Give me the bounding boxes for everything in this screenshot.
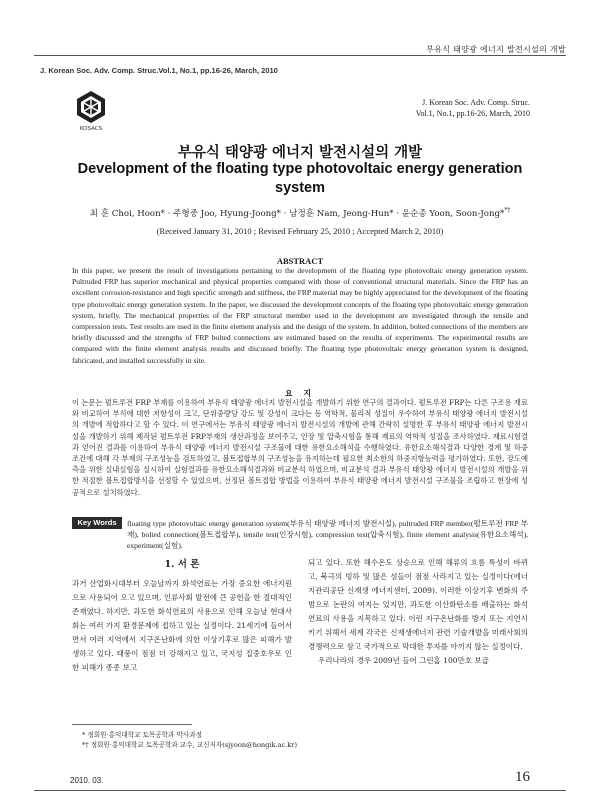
author-4: 윤순종 Yoon, Soon-Jong* <box>401 209 505 219</box>
footnote-rule <box>72 724 192 725</box>
abstract-heading: ABSTRACT <box>276 256 324 266</box>
author-2: 주형중 Joo, Hyung-Joong* <box>173 209 281 219</box>
issue-date: 2010. 03. <box>70 776 104 785</box>
body-column-left: 과거 산업화시대부터 오늘날까지 화석연료는 가장 중요한 에너지원으로 사용되어 오고 있으며, 인류사회 발전에 큰 공헌을 한 절대적인 존재였다. 하지만, 과도한 화석연료의 사용으로 인해 오늘날 현대사회는 여러 가지 환경문제에 접하고 있는 실정이다. 21세기에 들어서면서 여러 지역에서 지구온난화에 의한 이상기후로 많은 피해가 발생하고 있다. 태풍이 점점 더 강해지고 있고, 국지성 집중호우로 인한 피해가 종종 보고 <box>72 579 292 672</box>
running-head: 부유식 태양광 에너지 발전시설의 개발 <box>426 45 566 54</box>
author-4-mark: *† <box>504 207 511 215</box>
right-paragraph-2: 우리나라의 경우 2009년 들어 그린홈 100만호 보급 <box>318 656 489 665</box>
title-korean: 부유식 태양광 에너지 발전시설의 개발 <box>177 145 423 161</box>
author-1: 최 훈 Choi, Hoon* <box>89 209 165 219</box>
abstract-body: In this paper, we present the result of investigations pertaining to the development of the floating type photovoltaic energy generation system. Pultruded FRP has superior mechanical and physical properties compared with those of conventional structural materials. Since the FRP has an excellent corrosion-resistance and high specific strength and stiffness, the FRP material may be highly appreciated for the development of the floating type photovoltaic energy generation system. In the paper, we discussed the development concepts of the floating type photovoltaic energy generation system, briefly. The mechanical properties of the FRP structural member used in the development are investigated through the tensile and compression tests. Test results are used in the finite element analysis and the design of the system. In addition, bolted connections of the members are briefly discussed and the strengths of FRP bolted connections are estimated based on the results of experiments. The experimental results are compared with the finite element analysis results and discussed briefly. The floating type photovoltaic energy generation system is designed, fabricated, and installed successfully in site. <box>72 266 528 365</box>
right-paragraph-1: 되고 있다. 또한 해수온도 상승으로 인해 해류의 흐름 특성이 바뀌고, 북극의 빙하 및 많은 섬들이 점점 사라지고 있는 실정이다(에너지관리공단 신재생 에너지센터, 2009). 이러한 이상기후 변화의 주범으로 논란의 여지는 있지만, 과도한 이산화탄소를 배출하는 화석연료의 사용을 지목하고 있다. 이런 지구온난화를 방지 또는 지연시키기 위해서 세계 각국은 신재생에너지 관련 기술개발을 미래사회의 경쟁력으로 삼고 국가적으로 막대한 투자를 아끼지 않는 실정이다. <box>308 558 528 651</box>
received-dates: (Received January 31, 2010 ; Revised February 25, 2010 ; Accepted March 2, 2010) <box>156 226 444 236</box>
citation-block <box>416 97 530 119</box>
body-column-right <box>308 556 528 668</box>
korean-abstract-heading: 요 지 <box>284 388 316 398</box>
citation-line-2: Vol.1, No.1, pp.16-26, March, 2010 <box>415 109 530 118</box>
page-number: 16 <box>515 769 530 785</box>
section-heading-introduction: 1. 서 론 <box>164 559 200 570</box>
footnotes <box>82 730 297 750</box>
author-3: 남정훈 Nam, Jeong-Hun* <box>289 209 394 219</box>
keywords-label: Key Words <box>72 517 122 529</box>
title-english: Development of the floating type photovoltaic energy generation system <box>77 161 523 196</box>
kosacs-logo-icon <box>74 90 108 124</box>
bottom-rule <box>34 790 566 791</box>
author-separator: · <box>164 209 174 219</box>
footnote-2: *† 정회원·홍익대학교 토목공학과 교수, 교신저자(sjyoon@hongik.ac.kr) <box>82 741 298 749</box>
author-separator: · <box>280 209 290 219</box>
author-separator: · <box>393 209 402 219</box>
korean-abstract-body: 이 논문는 펄트루전 FRP 부재를 이용하여 부유식 태양광 에너지 발전시설을 개발하기 위한 연구의 결과이다. 펄트루전 FRP는 다른 구조용 재료와 비교하여 부식에 대한 저항성이 크고, 단위중량당 강도 및 강성이 크다는 등 역학적, 물리적 성질이 우수하여 부유식 태양광 에너지 발전시설의 개발에 적합하다고 할 수 있다. 이 연구에서는 부유식 태양광 에너지 발전시설의 개발에 관해 간략히 설명한 후 부유식 태양광 에너지 발전시설을 개발하기 위해 제작된 펄트루전 FRP부재의 생산과정을 보여주고, 인장 및 압축시험을 통해 재료의 역학적 성질을 조사하였다. 재료시험결과 얻어진 결과를 이용하여 부유식 태양광 에너지 발전시설 구조물에 대한 유한요소해석을 수행하였다. 유한요소해석결과 다양한 경계 및 하중 조건에 대해 각 부재의 구조성능을 검토하였고, 볼트접합부의 구조성능을 유지하는데 필요한 최소한의 하중지항능력을 평가하였다. 또한, 강도예측을 위한 실내실험을 실시하여 실험결과를 유한요소해석결과와 비교분석 하였으며, 비교분석 결과 부유식 태양광 에너지 발전시설의 개발을 위한 적절한 볼트접합방식을 선정할 수 있었으며, 선정된 볼트접합 방법을 이용하여 부유식 태양광 에너지 발전시설 구조물을 조립하고 현장에 성공적으로 설치하였다. <box>72 398 528 497</box>
footnote-1: * 정회원·홍익대학교 토목공학과 박사과정 <box>82 731 202 739</box>
citation-line-1: J. Korean Soc. Adv. Comp. Struc. <box>422 98 530 107</box>
logo-label: KOSACS <box>79 126 103 132</box>
journal-line: J. Korean Soc. Adv. Comp. Struc.Vol.1, No.1, pp.16-26, March, 2010 <box>40 66 278 75</box>
top-rule <box>34 55 566 56</box>
author-list <box>0 207 600 219</box>
keywords-text: floating type photovoltaic energy generation system(부유식 태양광 에너지 발전시설), pultruded FRP member(펄트루전 FRP 부재), bolted connection(볼트접합부), tensile test(인장시험), compression test(압축시험), finite element analysis(유한요소해석), experiment(실험). <box>127 519 528 551</box>
